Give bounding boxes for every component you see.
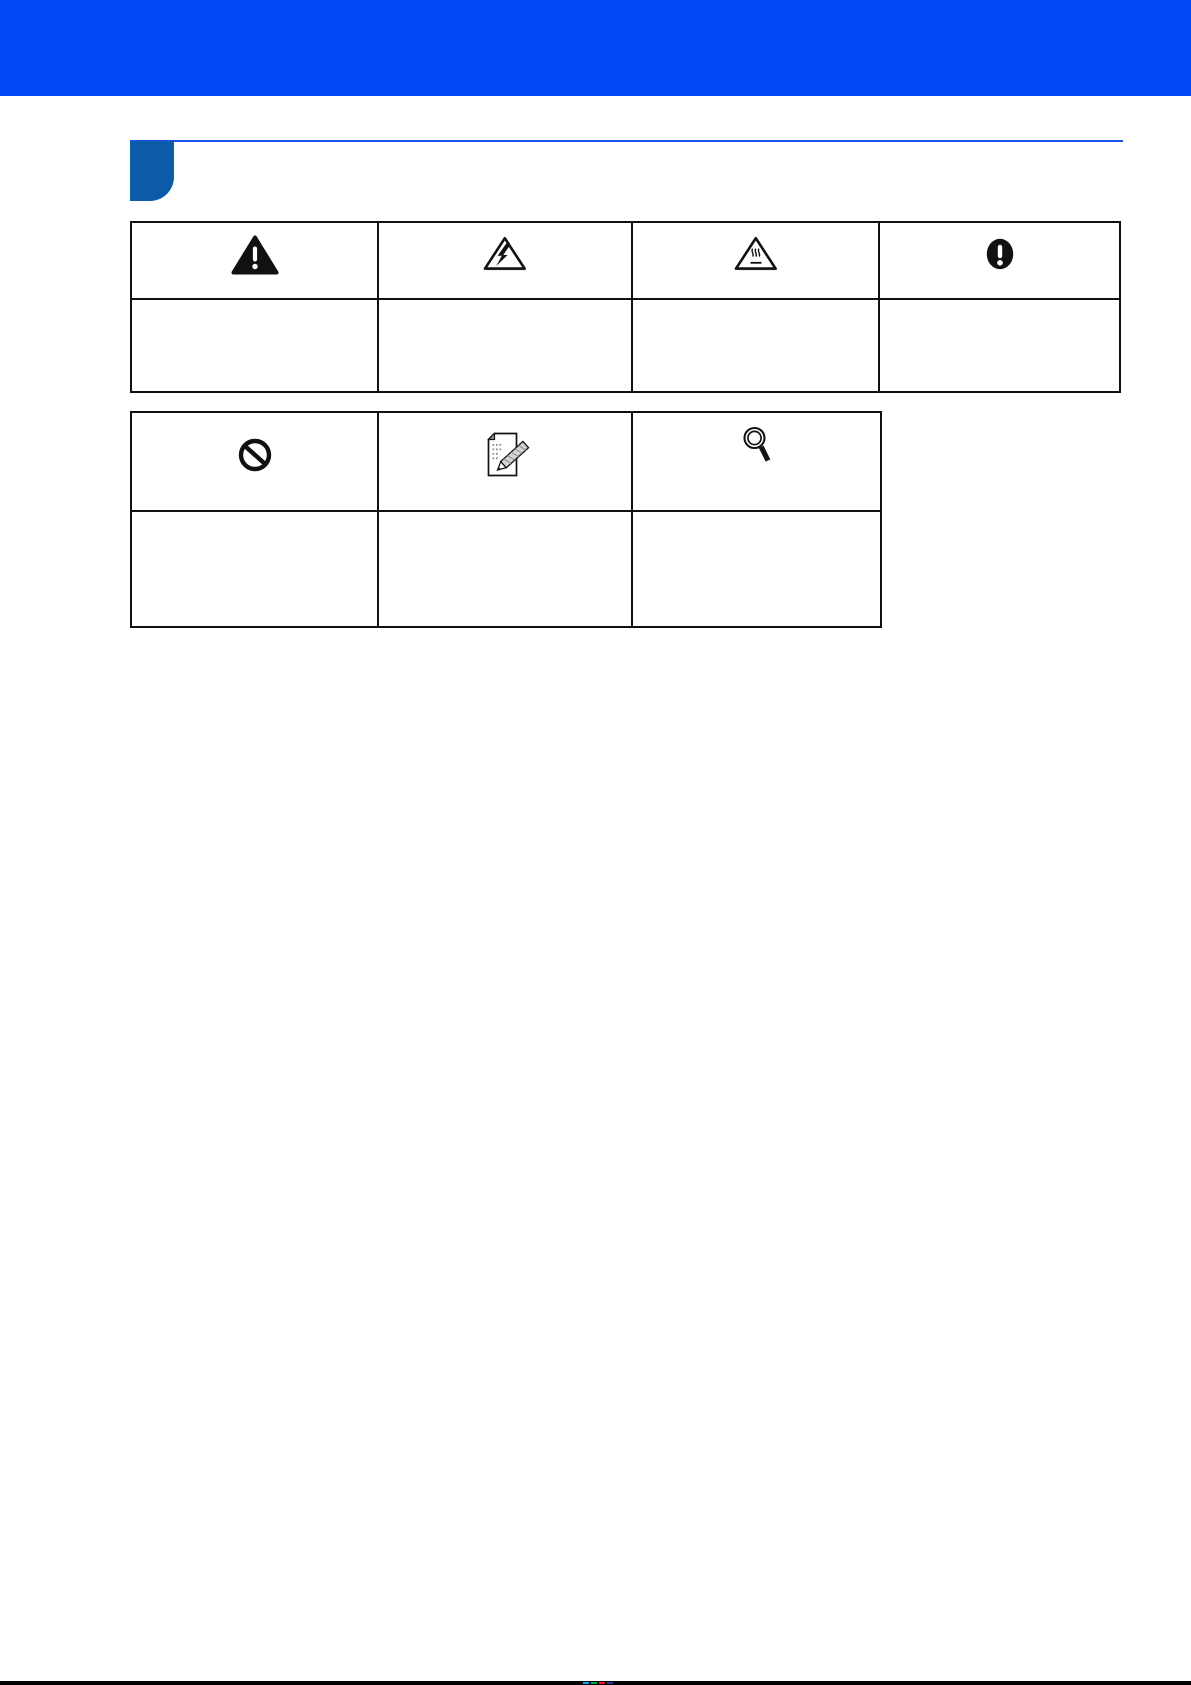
warning-symbols-table [130, 221, 1121, 393]
prohibition-circle-icon [237, 437, 273, 473]
table1-header-cell-4 [879, 222, 1120, 299]
table2-body-cell-1 [131, 511, 378, 627]
registration-mark [591, 1682, 597, 1685]
table2-header-cell-1 [131, 412, 378, 511]
table1-header-cell-3 [632, 222, 879, 299]
table1-body-cell-1 [131, 299, 378, 392]
table1-body-cell-4 [879, 299, 1120, 392]
registration-marks [583, 1681, 615, 1685]
note-paper-pencil-icon [475, 428, 535, 482]
table2-body-cell-3 [632, 511, 881, 627]
table1-header-cell-2 [378, 222, 632, 299]
table2-header-cell-3 [632, 412, 881, 511]
registration-mark [607, 1682, 613, 1685]
section-heading-rule [130, 140, 1123, 142]
table1-header-cell-1 [131, 222, 378, 299]
section-heading-tab [130, 141, 174, 201]
table1-body-cell-3 [632, 299, 879, 392]
magnifier-icon [737, 425, 777, 469]
table1-body-cell-2 [378, 299, 632, 392]
electrical-hazard-triangle-icon [482, 235, 528, 273]
table2-header-cell-2 [378, 412, 632, 511]
advisory-symbols-table [130, 411, 882, 628]
warning-triangle-icon [231, 235, 279, 275]
table2-body-cell-2 [378, 511, 632, 627]
registration-mark [599, 1682, 605, 1685]
page-header-banner [0, 0, 1191, 96]
hot-surface-triangle-icon [733, 235, 779, 273]
important-circle-exclamation-icon [986, 238, 1014, 270]
registration-mark [583, 1682, 589, 1685]
